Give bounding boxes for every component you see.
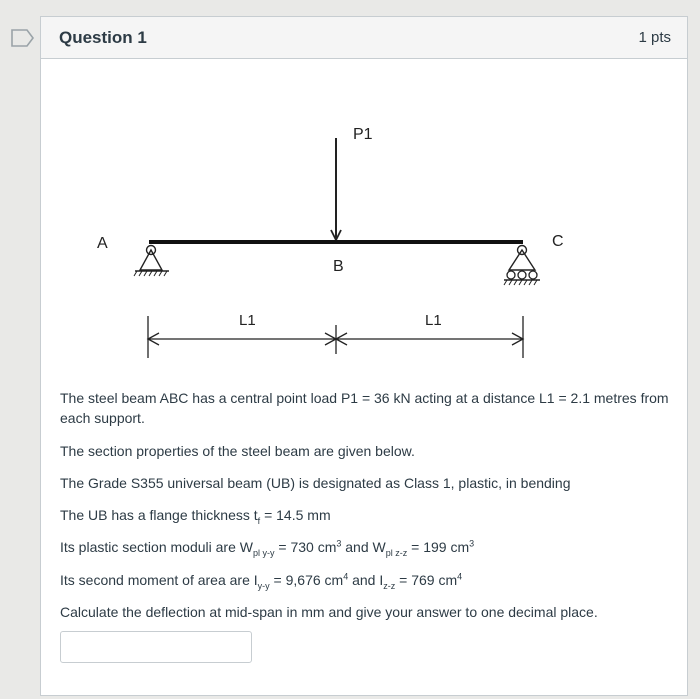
question-points: 1 pts (638, 29, 671, 46)
pin-support-icon (134, 246, 169, 277)
question-paragraph-flange: The UB has a flange thickness $t_f = 14.5$ mm (60, 507, 331, 526)
support-label-c: C (552, 233, 564, 250)
dimension-label-l1-right: L1 (425, 312, 442, 329)
load-label-p1: P1 (353, 126, 373, 143)
question-title: Question 1 (59, 27, 147, 47)
question-paragraph-grade: The Grade S355 universal beam (UB) is designated as Class 1, plastic, in bending (60, 474, 571, 491)
question-paragraph-plastic-moduli: Its plastic section moduli are $W_{pl y-y} = 730$ $cm^3$ and $W_{pl z-z} = 199$ $cm^3$ (60, 538, 475, 559)
answer-input[interactable] (60, 631, 252, 663)
question-paragraph-load: The steel beam ABC has a central point load P1 = 36 kN acting at a distance L1 = 2.1 metres from each support. (60, 390, 669, 427)
question-paragraph-task: Calculate the deflection at mid-span in mm and give your answer to one decimal place. (60, 604, 598, 621)
roller-support-icon (504, 246, 540, 286)
flag-question-icon[interactable] (10, 28, 36, 48)
question-paragraph-second-moment: Its second moment of area are $I_{y-y} = 9,676$ $cm^4$ and $I_{z-z} = 769$ $cm^4$ (60, 571, 463, 591)
question-card (40, 16, 688, 696)
beam-diagram (41, 60, 689, 380)
question-text (60, 388, 670, 631)
dimension-label-l1-left: L1 (239, 312, 256, 329)
question-header (41, 17, 687, 59)
point-label-b: B (333, 258, 344, 275)
question-paragraph-properties-intro: The section properties of the steel beam are given below. (60, 442, 415, 459)
support-label-a: A (97, 235, 108, 252)
